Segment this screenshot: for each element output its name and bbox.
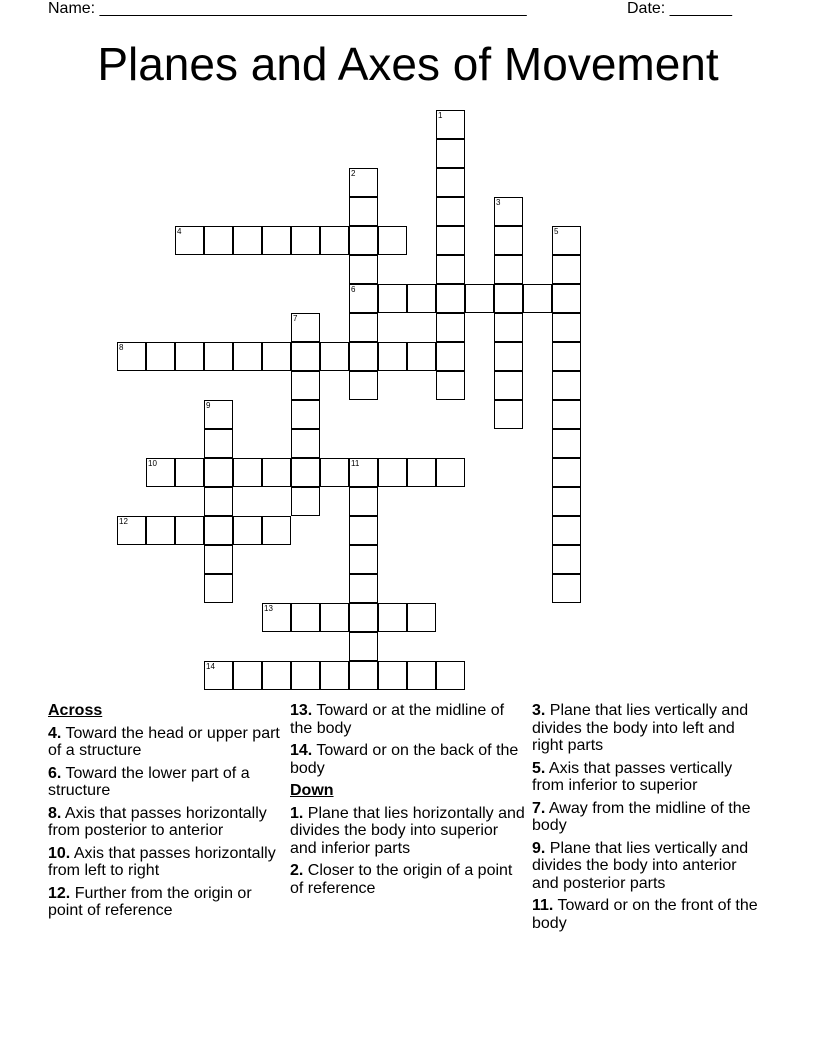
grid-cell[interactable] [291,429,320,458]
grid-cell[interactable] [494,197,523,226]
clue-across-10: 10. Axis that passes horizontally from left to right [48,844,276,879]
clue-number: 5 [554,227,559,236]
grid-cell[interactable] [291,371,320,400]
grid-cell[interactable] [233,516,262,545]
grid-cell[interactable] [436,197,465,226]
grid-cell[interactable] [117,342,146,371]
grid-cell[interactable] [436,110,465,139]
clue-number: 3 [496,198,501,207]
clue-down-11: 11. Toward or on the front of the body [532,897,758,932]
grid-cell[interactable] [494,400,523,429]
grid-cell[interactable] [146,458,175,487]
grid-cell[interactable] [291,603,320,632]
grid-cell[interactable] [262,516,291,545]
grid-cell[interactable] [204,574,233,603]
grid-cell[interactable] [349,632,378,661]
grid-cell[interactable] [262,661,291,690]
clue-number: 13 [264,604,273,613]
grid-cell[interactable] [320,603,349,632]
name-field-label[interactable]: Name: ________________________________________________ [48,0,527,17]
grid-cell[interactable] [349,226,378,255]
grid-cell[interactable] [552,226,581,255]
grid-cell[interactable] [552,400,581,429]
grid-cell[interactable] [175,226,204,255]
grid-cell[interactable] [262,342,291,371]
grid-cell[interactable] [407,284,436,313]
grid-cell[interactable] [436,255,465,284]
grid-cell[interactable] [204,545,233,574]
clue-number: 9 [206,401,211,410]
grid-cell[interactable] [494,284,523,313]
grid-cell[interactable] [378,661,407,690]
grid-cell[interactable] [378,342,407,371]
clues-column-2 [290,702,525,902]
grid-cell[interactable] [349,545,378,574]
grid-cell[interactable] [494,313,523,342]
clue-number: 2 [351,169,356,178]
grid-cell[interactable] [494,371,523,400]
clue-across-6: 6. Toward the lower part of a structure [48,764,250,799]
grid-cell[interactable] [494,342,523,371]
grid-cell[interactable] [204,487,233,516]
grid-cell[interactable] [378,284,407,313]
grid-cell[interactable] [349,603,378,632]
grid-cell[interactable] [407,342,436,371]
clue-across-12: 12. Further from the origin or point of reference [48,884,252,919]
grid-cell[interactable] [552,574,581,603]
grid-cell[interactable] [204,342,233,371]
grid-cell[interactable] [320,342,349,371]
clue-across-13: 13. Toward or at the midline of the body [290,702,505,737]
clue-number: 7 [293,314,298,323]
grid-cell[interactable] [204,516,233,545]
clue-down-3: 3. Plane that lies vertically and divides the body into left and right parts [532,702,749,754]
grid-cell[interactable] [291,458,320,487]
grid-cell[interactable] [552,371,581,400]
down-heading: Down [290,782,334,799]
grid-cell[interactable] [204,400,233,429]
grid-cell[interactable] [436,342,465,371]
grid-cell[interactable] [262,458,291,487]
grid-cell[interactable] [175,342,204,371]
across-heading: Across [48,702,103,719]
grid-cell[interactable] [117,516,146,545]
grid-cell[interactable] [552,429,581,458]
clues-column-3 [532,702,767,937]
grid-cell[interactable] [552,255,581,284]
grid-cell[interactable] [349,661,378,690]
grid-cell[interactable] [436,313,465,342]
grid-cell[interactable] [233,458,262,487]
grid-cell[interactable] [204,458,233,487]
grid-cell[interactable] [320,226,349,255]
grid-cell[interactable] [407,458,436,487]
clue-down-9: 9. Plane that lies vertically and divides the body into anterior and posterior parts [532,839,749,892]
grid-cell[interactable] [175,516,204,545]
grid-cell[interactable] [552,487,581,516]
clue-number: 10 [148,459,157,468]
grid-cell[interactable] [204,429,233,458]
grid-cell[interactable] [407,603,436,632]
clue-number: 1 [438,111,443,120]
grid-cell[interactable] [552,284,581,313]
grid-cell[interactable] [494,255,523,284]
grid-cell[interactable] [233,226,262,255]
grid-cell[interactable] [552,458,581,487]
grid-cell[interactable] [552,516,581,545]
grid-cell[interactable] [552,313,581,342]
clue-down-7: 7. Away from the midline of the body [532,799,751,834]
clue-across-14: 14. Toward or on the back of the body [290,742,519,777]
grid-cell[interactable] [349,487,378,516]
clue-down-5: 5. Axis that passes vertically from inferior to superior [532,759,733,794]
grid-cell[interactable] [291,342,320,371]
grid-cell[interactable] [204,661,233,690]
grid-cell[interactable] [465,284,494,313]
grid-cell[interactable] [436,661,465,690]
grid-cell[interactable] [262,603,291,632]
clue-number: 4 [177,227,182,236]
grid-cell[interactable] [436,284,465,313]
clue-down-2: 2. Closer to the origin of a point of reference [290,862,513,897]
grid-cell[interactable] [291,313,320,342]
grid-cell[interactable] [349,342,378,371]
grid-cell[interactable] [233,661,262,690]
grid-cell[interactable] [175,458,204,487]
grid-cell[interactable] [552,342,581,371]
page-title: Planes and Axes of Movement [97,38,719,90]
grid-cell[interactable] [262,226,291,255]
grid-cell[interactable] [349,516,378,545]
grid-cell[interactable] [291,487,320,516]
grid-cell[interactable] [233,342,262,371]
date-field-label[interactable]: Date: _______ [627,0,732,17]
clue-number: 14 [206,662,215,671]
grid-cell[interactable] [349,574,378,603]
grid-cell[interactable] [378,226,407,255]
grid-cell[interactable] [436,168,465,197]
grid-cell[interactable] [407,661,436,690]
clue-number: 6 [351,285,356,294]
grid-cell[interactable] [436,458,465,487]
clues-column-1 [48,702,283,925]
grid-cell[interactable] [291,400,320,429]
grid-cell[interactable] [349,197,378,226]
grid-cell[interactable] [436,139,465,168]
clue-across-4: 4. Toward the head or upper part of a structure [48,724,280,759]
grid-cell[interactable] [494,226,523,255]
grid-cell[interactable] [523,284,552,313]
grid-cell[interactable] [349,168,378,197]
grid-cell[interactable] [146,342,175,371]
grid-cell[interactable] [146,516,175,545]
clue-across-8: 8. Axis that passes horizontally from posterior to anterior [48,804,267,839]
grid-cell[interactable] [436,371,465,400]
clue-number: 12 [119,517,128,526]
grid-cell[interactable] [349,255,378,284]
clue-number: 8 [119,343,124,352]
grid-cell[interactable] [320,661,349,690]
grid-cell[interactable] [291,226,320,255]
clue-down-1: 1. Plane that lies horizontally and divides the body into superior and inferior parts [290,804,525,857]
clue-number: 11 [351,459,360,468]
grid-cell[interactable] [378,603,407,632]
grid-cell[interactable] [320,458,349,487]
grid-cell[interactable] [349,284,378,313]
grid-cell[interactable] [291,661,320,690]
grid-cell[interactable] [349,371,378,400]
grid-cell[interactable] [436,226,465,255]
grid-cell[interactable] [349,458,378,487]
grid-cell[interactable] [204,226,233,255]
grid-cell[interactable] [378,458,407,487]
grid-cell[interactable] [349,313,378,342]
grid-cell[interactable] [552,545,581,574]
